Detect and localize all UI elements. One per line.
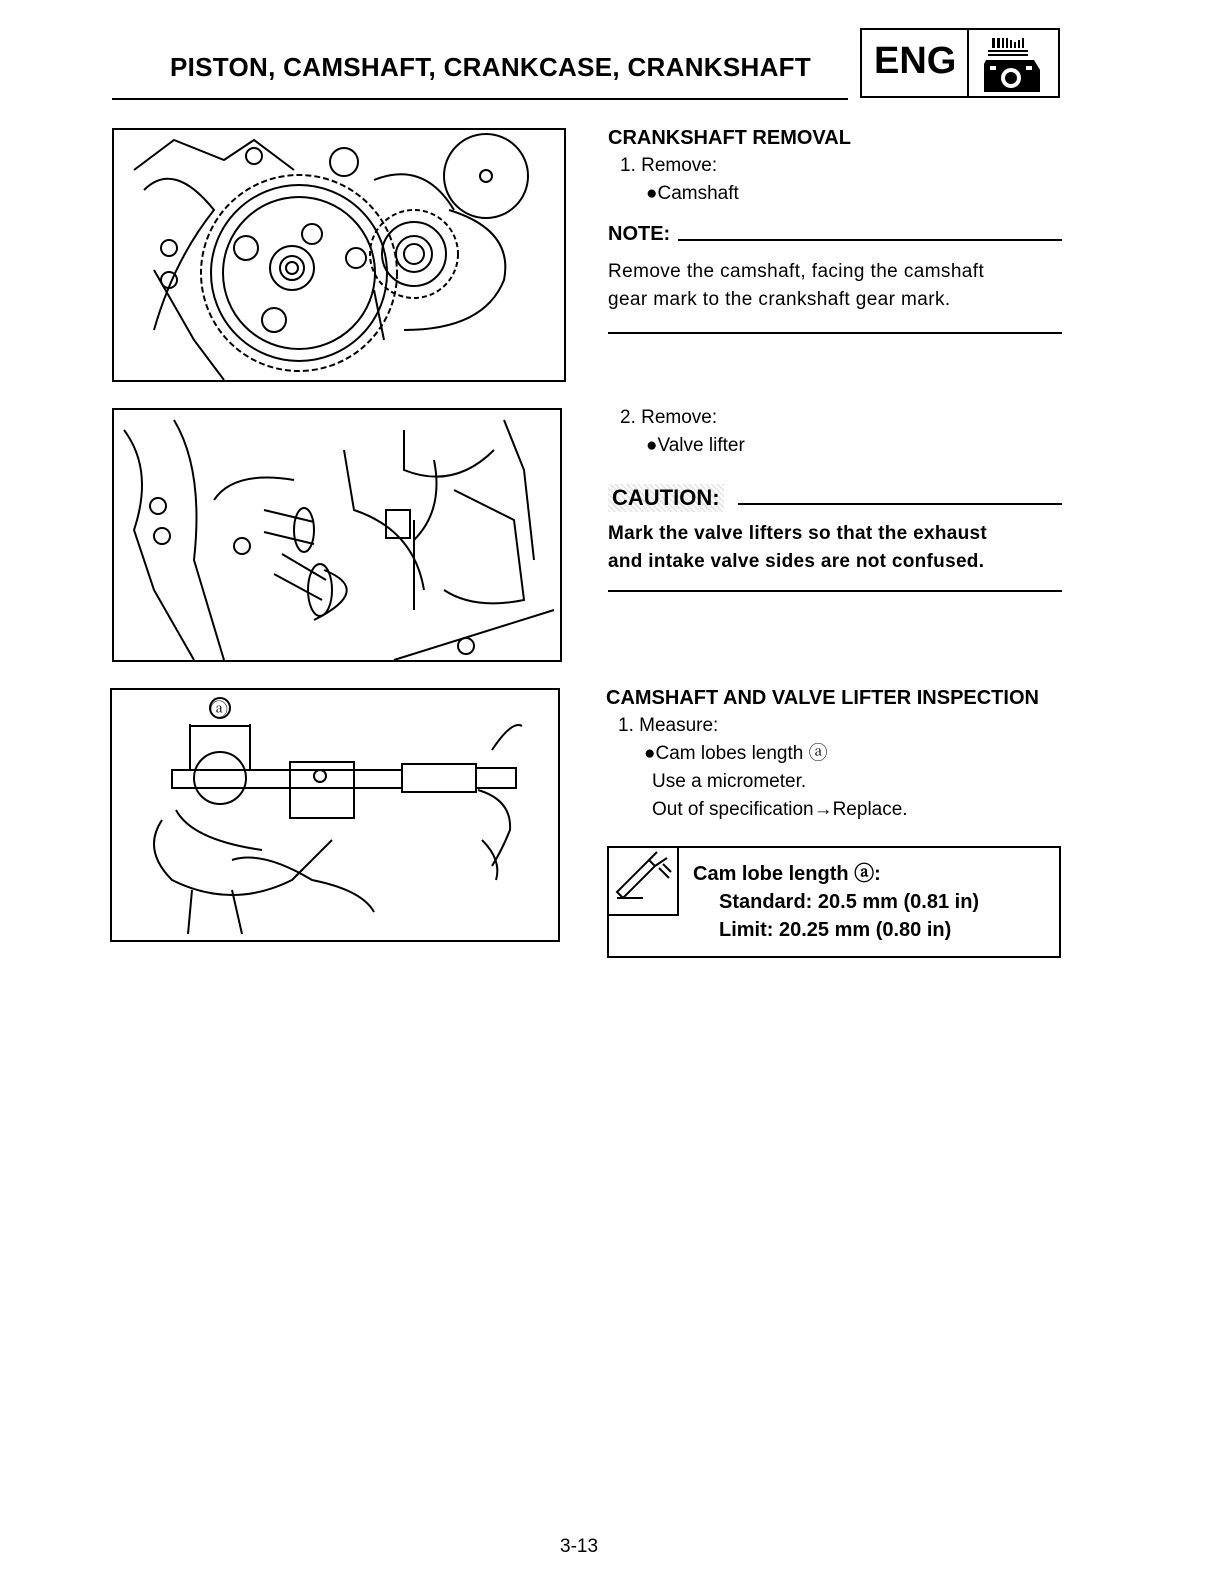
note-header — [608, 220, 1062, 248]
spec-standard: Standard: 20.5 mm (0.81 in) — [719, 891, 980, 913]
note-label: NOTE: — [608, 223, 671, 245]
crankshaft-removal-title: CRANKSHAFT REMOVAL — [608, 127, 851, 149]
item-camshaft: ●Camshaft — [646, 183, 739, 204]
figure-micrometer — [110, 688, 560, 942]
note-body — [608, 258, 1062, 314]
caliper-icon — [609, 848, 679, 916]
caution-label: CAUTION: — [608, 484, 724, 512]
spec-text — [693, 860, 979, 944]
valve-lifter-section — [608, 404, 1062, 592]
caution-body — [608, 520, 1062, 576]
inspection-tool: Use a micrometer. — [652, 771, 807, 792]
note-end-rule — [608, 332, 1062, 334]
caution-header — [608, 484, 1062, 512]
caution-line-1: Mark the valve lifters so that the exhaust — [608, 523, 987, 544]
item-valve-lifter: ●Valve lifter — [646, 435, 745, 456]
engine-icon — [978, 34, 1052, 96]
crankshaft-removal-section — [608, 124, 1062, 334]
spec-box — [607, 846, 1061, 958]
section-badge-divider — [967, 30, 969, 96]
inspection-title: CAMSHAFT AND VALVE LIFTER INSPECTION — [606, 687, 1039, 709]
step-remove-1: 1. Remove: — [620, 155, 718, 176]
caution-line-2: and intake valve sides are not confused. — [608, 551, 985, 572]
section-badge — [860, 28, 1060, 98]
note-rule — [678, 239, 1062, 241]
spec-limit: Limit: 20.25 mm (0.80 in) — [719, 919, 952, 941]
page-title: PISTON, CAMSHAFT, CRANKCASE, CRANKSHAFT — [170, 52, 812, 82]
step-measure-1: 1. Measure: — [618, 715, 719, 736]
inspection-section — [606, 684, 1066, 824]
note-line-1: Remove the camshaft, facing the camshaft — [608, 261, 985, 282]
item-cam-lobes: ●Cam lobes length ⓐ — [644, 743, 828, 764]
caution-rule — [738, 503, 1062, 505]
header-rule — [112, 98, 848, 100]
spec-title: Cam lobe length ⓐ: — [693, 863, 881, 885]
figure-callout-a: ⓐ — [210, 700, 228, 720]
inspection-action: Out of specification→Replace. — [652, 799, 908, 820]
page-number: 3-13 — [560, 1536, 599, 1557]
caution-end-rule — [608, 590, 1062, 592]
section-badge-label: ENG — [874, 40, 957, 82]
step-remove-2: 2. Remove: — [620, 407, 718, 428]
figure-camshaft-gears — [112, 128, 566, 382]
note-line-2: gear mark to the crankshaft gear mark. — [608, 289, 951, 310]
figure-valve-lifter — [112, 408, 562, 662]
